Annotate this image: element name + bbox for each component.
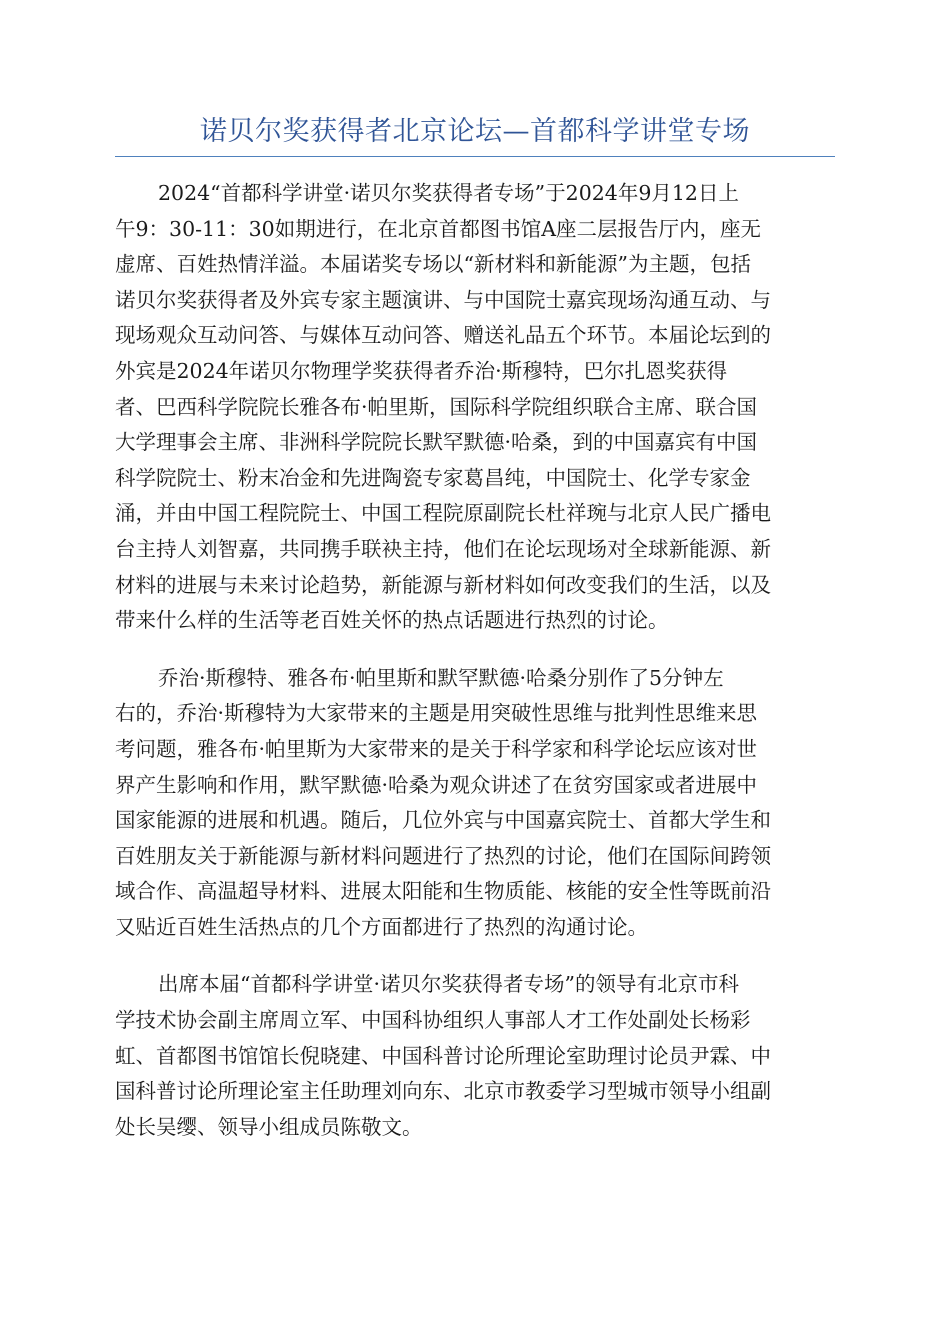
paragraph-line: 国家能源的进展和机遇。随后，几位外宾与中国嘉宾院士、首都大学生和 [115,808,771,833]
paragraph-line: 带来什么样的生活等老百姓关怀的热点话题进行热烈的讨论。 [115,608,669,633]
paragraph-line: 材料的进展与未来讨论趋势，新能源与新材料如何改变我们的生活，以及 [115,572,771,597]
paragraph-line: 百姓朋友关于新能源与新材料问题进行了热烈的讨论，他们在国际间跨领 [115,843,771,868]
paragraph-line: 现场观众互动问答、与媒体互动问答、赠送礼品五个环节。本届论坛到的 [115,323,771,348]
paragraph-line: 域合作、高温超导材料、进展太阳能和生物质能、核能的安全性等既前沿 [115,879,771,904]
paragraph-line: 学技术协会副主席周立军、中国科协组织人事部人才工作处副处长杨彩 [115,1008,751,1033]
paragraph-line: 涌，并由中国工程院院士、中国工程院原副院长杜祥琬与北京人民广播电 [115,501,771,526]
paragraph-line: 科学院院士、粉末冶金和先进陶瓷专家葛昌纯，中国院士、化学专家金 [115,465,751,490]
paragraph-line: 国科普讨论所理论室主任助理刘向东、北京市教委学习型城市领导小组副 [115,1079,771,1104]
document-title: 诺贝尔奖获得者北京论坛—首都科学讲堂专场 [200,116,750,147]
paragraph-1 [115,176,837,639]
paragraph-line: 界产生影响和作用，默罕默德·哈桑为观众讲述了在贫穷国家或者进展中 [115,772,758,797]
document-body [115,176,837,1167]
paragraph-line: 外宾是2024年诺贝尔物理学奖获得者乔治·斯穆特，巴尔扎恩奖获得 [115,358,728,383]
paragraph-line: 又贴近百姓生活热点的几个方面都进行了热烈的沟通讨论。 [115,914,648,939]
paragraph-line: 午9：30-11：30如期进行，在北京首都图书馆A座二层报告厅内，座无 [115,216,762,241]
paragraph-line: 出席本届“首都科学讲堂·诺贝尔奖获得者专场”的领导有北京市科 [158,972,739,997]
paragraph-line: 诺贝尔奖获得者及外宾专家主题演讲、与中国院士嘉宾现场沟通互动、与 [115,287,771,312]
paragraph-line: 处长吴缨、领导小组成员陈敬文。 [115,1114,423,1139]
paragraph-line: 者、巴西科学院院长雅各布·帕里斯，国际科学院组织联合主席、联合国 [115,394,758,419]
title-block [115,112,835,157]
paragraph-line: 虹、首都图书馆馆长倪晓建、中国科普讨论所理论室助理讨论员尹霖、中 [115,1043,771,1068]
paragraph-2 [115,661,837,946]
paragraph-3 [115,967,837,1145]
paragraph-line: 台主持人刘智嘉，共同携手联袂主持，他们在论坛现场对全球新能源、新 [115,536,771,561]
paragraph-line: 考问题，雅各布·帕里斯为大家带来的是关于科学家和科学论坛应该对世 [115,736,758,761]
paragraph-line: 乔治·斯穆特、雅各布·帕里斯和默罕默德·哈桑分别作了5分钟左 [158,665,724,690]
paragraph-line: 右的，乔治·斯穆特为大家带来的主题是用突破性思维与批判性思维来思 [115,701,758,726]
paragraph-line: 2024“首都科学讲堂·诺贝尔奖获得者专场”于2024年9月12日上 [158,181,739,205]
paragraph-line: 虚席、百姓热情洋溢。本届诺奖专场以“新材料和新能源”为主题，包括 [115,252,751,277]
paragraph-line: 大学理事会主席、非洲科学院院长默罕默德·哈桑，到的中国嘉宾有中国 [115,430,758,455]
